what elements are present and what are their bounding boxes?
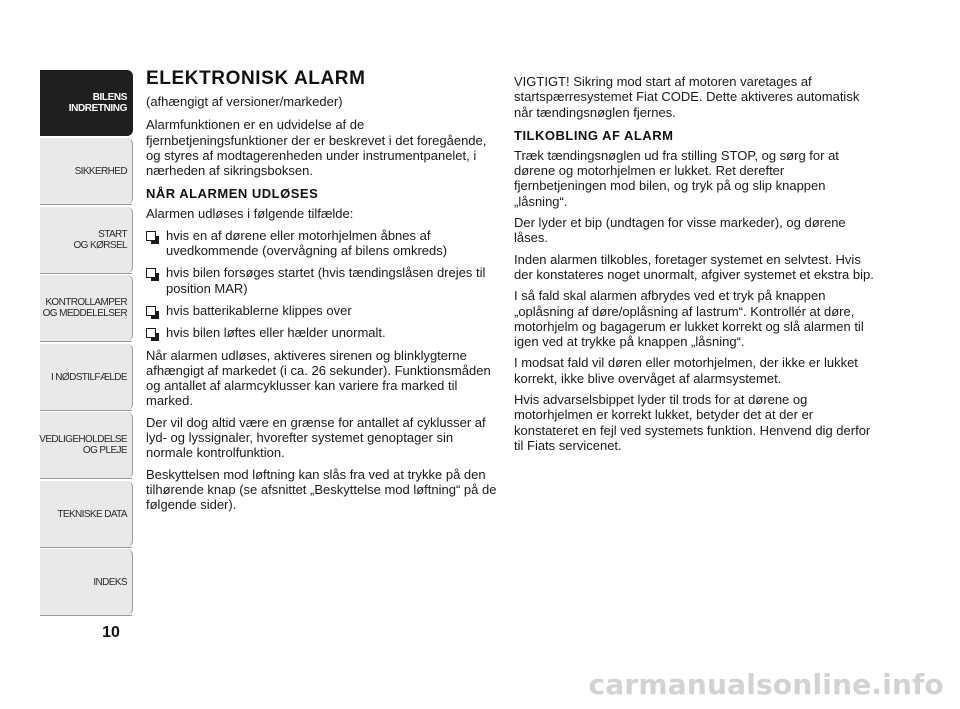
checkbox-bullet-icon [146, 268, 156, 278]
list-item: hvis bilen forsøges startet (hvis tændingslåsen drejes til position MAR) [146, 265, 498, 296]
checkbox-bullet-icon [146, 306, 156, 316]
tab-label: SIKKERHED [74, 165, 127, 177]
paragraph: I så fald skal alarmen afbrydes ved et tryk på knappen „oplåsning af døre/oplåsning af lastrum“. Kontrollér at døre, motorhjelm og bagagerum er lukket korrekt og slå alarmen til igen ved at trykke på knappen „låsning“. [514, 288, 864, 350]
paragraph: Der vil dog altid være en grænse for antallet af cyklusser af lyd- og lyssignaler, hvorefter systemet genoptager sin normale kontrolfunktion. [146, 414, 486, 461]
important-note: VIGTIGT! Sikring mod start af motoren varetages af startspærresystemet Fiat CODE. Dette aktiveres automatisk når tændingsnøglen fjernes. [514, 74, 860, 120]
tab-label: TEKNISKE DATA [57, 508, 127, 520]
paragraph: Når alarmen udløses, aktiveres sirenen og blinklygterne afhængigt af markedet (i ca. 26 sekunder). Funktionsmåden og antallet af alarmcyklusser kan variere fra marked til marked. [146, 347, 491, 409]
tab-label: I NØDSTILFÆLDE [50, 371, 127, 383]
paragraph: Inden alarmen tilkobles, foretager systemet en selvtest. Hvis der konstateres noget unormalt, afgiver systemet et ekstra bip. [514, 251, 874, 282]
list-item: hvis batterikablerne klippes over [146, 303, 498, 318]
list-item: hvis en af dørene eller motorhjelmen åbnes af uvedkommende (overvågning af bilens omkreds) [146, 228, 498, 259]
tab-start-og-korsel[interactable] [40, 207, 133, 273]
left-column [146, 68, 498, 519]
right-column [514, 74, 876, 459]
subtitle: (afhængigt af versioner/markeder) [146, 94, 343, 109]
page-title: ELEKTRONISK ALARM [146, 68, 366, 89]
tab-label: INDEKS [93, 576, 127, 588]
tab-sikkerhed[interactable] [40, 138, 133, 204]
paragraph: Der lyder et bip (undtagen for visse markeder), og dørene låses. [514, 215, 846, 246]
section-heading-trigger: NÅR ALARMEN UDLØSES [146, 186, 319, 202]
tab-tekniske-data[interactable] [40, 481, 133, 547]
list-item: hvis bilen løftes eller hælder unormalt. [146, 325, 498, 340]
tab-label: BILENS INDRETNING [68, 92, 127, 114]
tab-label: VEDLIGEHOLDELSE OG PLEJE [39, 434, 127, 456]
paragraph: I modsat fald vil døren eller motorhjelmen, der ikke er lukket korrekt, ikke blive overvåget af alarmsystemet. [514, 355, 858, 386]
tab-vedligeholdelse[interactable] [40, 412, 133, 478]
watermark: carmanualsonline.info [588, 668, 944, 701]
section-heading-arming: TILKOBLING AF ALARM [514, 127, 674, 143]
tab-label: KONTROLLAMPER OG MEDDELELSER [42, 297, 127, 319]
page-number: 10 [102, 624, 120, 641]
section-tabs [40, 70, 133, 618]
intro-paragraph: Alarmfunktionen er en udvidelse af de fjernbetjeningsfunktioner der er beskrevet i det foregående, og styres af modtagerenheden under instrumentpanelet, i nærheden af sikringsboksen. [146, 117, 487, 179]
paragraph: Træk tændingsnøglen ud fra stilling STOP, og sørg for at dørene og motorhjelmen er lukket. Ret derefter fjernbetjeningen mod bilen, og tryk på og slip knappen „låsning“. [514, 147, 839, 209]
trigger-list [146, 228, 498, 341]
trigger-intro: Alarmen udløses i følgende tilfælde: [146, 206, 354, 222]
tab-bilens-indretning[interactable] [40, 70, 133, 136]
checkbox-bullet-icon [146, 231, 156, 241]
paragraph: Hvis advarselsbippet lyder til trods for at dørene og motorhjelmen er korrekt lukket, betyder det at der er konstateret en fejl ved systemets funktion. Henvend dig derfor til Fiats servicenet. [514, 392, 871, 453]
tab-label: START OG KØRSEL [73, 229, 127, 251]
tab-kontrollamper[interactable] [40, 275, 133, 341]
checkbox-bullet-icon [146, 328, 156, 338]
paragraph: Beskyttelsen mod løftning kan slås fra ved at trykke på den tilhørende knap (se afsnittet „Beskyttelse mod løftning“ på de følgende sider). [146, 466, 497, 513]
tab-i-nodstilfaelde[interactable] [40, 344, 133, 410]
tab-indeks[interactable] [40, 549, 133, 615]
